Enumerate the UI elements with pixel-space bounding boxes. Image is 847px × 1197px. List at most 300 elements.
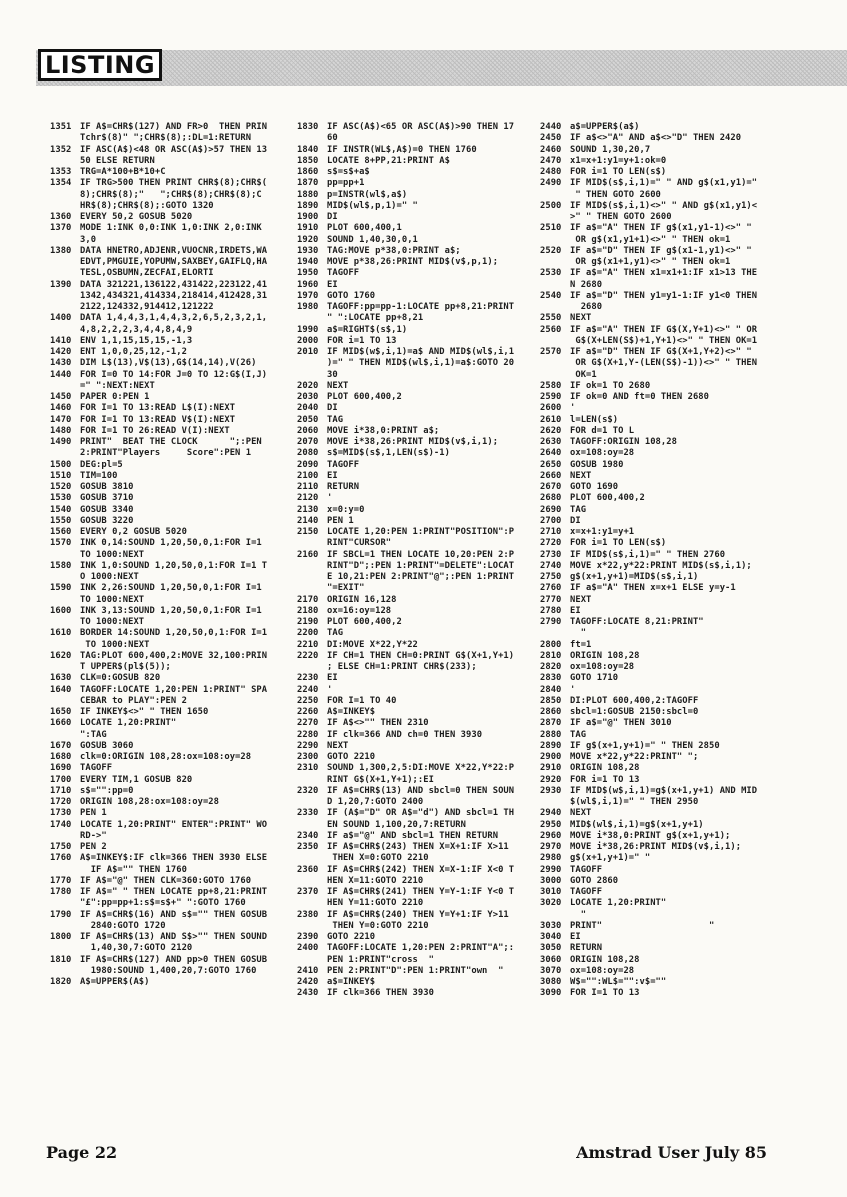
code-line [50,550,295,561]
code-text: LOCATE 8+PP,21:PRINT A$ [327,155,450,166]
code-text: pp=pp+1 [327,178,365,189]
line-number: 1520 [50,482,72,492]
code-text: IF a$="D" THEN y1=y1-1:IF y1<0 THEN [570,290,758,301]
line-number: 1351 [50,122,72,132]
line-number: 2810 [540,650,562,661]
code-line [50,471,295,482]
line-number: 2960 [540,830,562,841]
code-text: EDVT,PMGUIE,YOPUMW,SAXBEY,GAIFLQ,HA [80,257,268,267]
code-line [50,673,295,684]
code-text: a$=RIGHT$(s$,1) [327,324,408,335]
line-number: 2090 [297,459,319,470]
line-number: 2350 [297,842,319,852]
code-text: EI [327,673,338,684]
code-line [50,516,295,527]
code-text: TO 1000:NEXT [80,594,145,605]
code-text: EVERY TIM,1 GOSUB 820 [80,774,193,785]
code-line [50,358,295,369]
line-number [297,133,327,144]
code-text: TAG:MOVE p*38,0:PRINT a$; [327,245,461,256]
code-text: TESL,OSBUMN,ZECFAI,ELORTI [80,268,214,279]
code-line [297,820,542,831]
code-line [540,347,785,358]
line-number: 2470 [540,155,562,166]
line-number [50,898,80,909]
code-text: TAGOFF [327,459,360,470]
line-number: 1540 [50,504,72,515]
code-line [297,471,542,482]
code-text: IF MID$(s$,i,1)=" " THEN 2760 [570,549,726,560]
line-number: 1400 [50,313,72,324]
code-line [297,358,542,369]
code-text: N 2680 [570,279,603,290]
code-line [50,853,295,864]
code-text: FOR I=1 TO 26:READ V(I):NEXT [80,425,230,436]
code-text: A$=INKEY$ [327,707,376,717]
code-line [297,268,542,279]
line-number [50,133,80,144]
code-text: ORIGIN 16,128 [327,594,397,605]
line-number: 1590 [50,583,72,594]
line-number: 1690 [50,763,72,774]
code-line [50,190,295,201]
line-number [540,628,570,639]
code-text: RETURN [327,482,360,492]
line-number [50,572,80,583]
line-number: 2610 [540,414,562,425]
line-number: 2920 [540,774,562,785]
code-line [50,302,295,313]
code-text: ORIGIN 108,28 [570,954,640,965]
code-line [50,212,295,223]
line-number: 1550 [50,515,72,526]
code-line [50,775,295,786]
code-text: IF a$="D" THEN IF G$(X+1,Y+2)<>" " [570,347,752,357]
code-line [50,977,295,988]
code-text: TAGOFF [570,887,603,897]
line-number: 1910 [297,223,319,234]
code-line [50,932,295,943]
code-line [540,876,785,887]
code-text: FOR I=0 TO 14:FOR J=0 TO 12:G$(I,J) [80,369,268,380]
code-text: IF A$="@" THEN CLK=360:GOTO 1760 [80,875,252,886]
code-text: IF a$="A" THEN x1=x1+1:IF x1>13 THE [570,268,758,279]
code-text: MID$(wl$,i,1)=g$(x+1,y+1) [570,819,704,830]
code-text: GOSUB 3710 [80,493,134,504]
code-line [297,673,542,684]
code-line [297,257,542,268]
line-number: 1500 [50,459,72,470]
code-text: MOVE i*38,26:PRINT MID$(v$,i,1); [570,842,742,852]
code-text: PEN 1 [80,808,107,819]
code-line [540,898,785,909]
code-text: MOVE i*38,26:PRINT MID$(v$,i,1); [327,437,499,447]
line-number [50,325,80,336]
line-number: 1570 [50,538,72,549]
code-text: clk=0:ORIGIN 108,28:ox=108:oy=28 [80,752,252,762]
code-line [540,752,785,763]
code-line [297,943,542,954]
code-text: TAG [327,628,344,639]
code-text: W$="":WL$="":v$="" [570,977,667,987]
code-text: IF MID$(w$,i,1)=a$ AND MID$(wl$,i,1 [327,347,515,357]
code-line [540,167,785,178]
code-line [540,662,785,673]
code-text: FOR d=1 TO L [570,425,635,436]
code-text: THEN X=0:GOTO 2210 [327,853,429,864]
line-number: 1370 [50,223,72,234]
line-number: 1352 [50,144,72,155]
line-number: 1510 [50,470,72,481]
line-number [540,336,570,347]
code-text: FOR i=1 TO 13 [570,774,640,785]
code-line [297,651,542,662]
code-text: IF INKEY$<>" " THEN 1650 [80,707,209,717]
line-number: 2150 [297,527,319,537]
code-text: G$(X+LEN(S$)+1,Y+1)<>" " THEN OK=1 [570,335,758,346]
line-number: 2570 [540,347,562,357]
code-text: PRINT" " [570,920,715,931]
line-number: 2320 [297,785,319,796]
code-text: 60 [327,133,338,144]
line-number: 2410 [297,965,319,976]
code-text: DI [570,515,581,526]
code-line [540,673,785,684]
code-line [297,955,542,966]
line-number: 2170 [297,594,319,605]
line-number [50,302,80,313]
code-line [540,718,785,729]
line-number: 1720 [50,797,72,807]
code-text: EVERY 50,2 GOSUB 5020 [80,212,193,222]
line-number: 3090 [540,988,562,999]
code-line [540,561,785,572]
code-text: ox=16:oy=128 [327,605,392,616]
code-text: T UPPER$(pl$(5)); [80,662,171,672]
code-text: g$(x+1,y+1)=MID$(s$,i,1) [570,572,699,582]
code-line [50,730,295,741]
line-number: 1820 [50,977,72,987]
line-number: 2720 [540,538,562,549]
line-number: 1770 [50,875,72,886]
code-text: EI [570,605,581,616]
line-number: 1620 [50,650,72,661]
line-number: 2880 [540,729,562,740]
line-number [297,775,327,786]
code-line [540,336,785,347]
line-number: 1880 [297,189,319,200]
code-text: a$=UPPER$(a$) [570,122,640,132]
code-line [50,583,295,594]
line-number: 1430 [50,358,72,369]
line-number: 1900 [297,212,319,222]
line-number: 1470 [50,414,72,425]
line-number [50,235,80,246]
code-text: HR$(8);CHR$(8);:GOTO 1320 [80,200,214,211]
code-line [50,268,295,279]
line-number: 2830 [540,673,562,684]
code-text: NEXT [570,470,592,481]
code-text: INK 2,26:SOUND 1,20,50,0,1:FOR I=1 [80,583,262,594]
code-line [297,156,542,167]
line-number [50,662,80,673]
line-number [50,617,80,628]
code-line [297,977,542,988]
line-number: 2460 [540,144,562,155]
code-text: DEG:pl=5 [80,459,123,470]
code-text: DIM L$(13),V$(13),G$(14,14),V(26) [80,358,257,369]
code-line [297,910,542,921]
code-line [50,572,295,583]
code-line [50,561,295,572]
code-text: MOVE i*38,0:PRINT a$; [327,425,440,436]
code-text: IF MID$(s$,i,1)<>" " AND g$(x1,y1)< [570,200,758,211]
code-text: ' [570,684,576,695]
line-number: 2430 [297,988,319,999]
code-text: PLOT 600,400,2 [327,392,402,402]
code-text: IF ASC(A$)<65 OR ASC(A$)>90 THEN 17 [327,122,515,132]
code-line [50,887,295,898]
code-text: ox=108:oy=28 [570,965,635,976]
code-line [297,437,542,448]
line-number: 1710 [50,785,72,796]
line-number [297,797,327,808]
listing-title: LISTING [44,51,156,79]
code-line [540,887,785,898]
code-line [297,280,542,291]
code-text: TAG [570,729,587,740]
code-text: TAGOFF:ORIGIN 108,28 [570,437,677,447]
line-number: 2490 [540,178,562,189]
code-text: LOCATE 1,20:PEN 1:PRINT"POSITION":P [327,527,515,537]
code-line [50,595,295,606]
code-text: OR g$(x1,y1+1)<>" " THEN ok=1 [570,234,731,245]
code-line [540,775,785,786]
code-line [540,606,785,617]
code-text: PLOT 600,400,2 [570,493,645,504]
code-text: CLK=0:GOSUB 820 [80,673,161,684]
line-number [50,595,80,606]
code-line [297,482,542,493]
code-text: TAGOFF:LOCATE 1,20:PEN 2:PRINT"A";: [327,943,515,954]
line-number: 3070 [540,965,562,976]
line-number [297,358,327,369]
code-text: TAGOFF:LOCATE 1,20:PEN 1:PRINT" SPA [80,684,268,695]
code-line [540,516,785,527]
line-number: 2820 [540,662,562,672]
code-line [540,831,785,842]
line-number: 1420 [50,347,72,357]
line-number [50,696,80,707]
code-text: IF A$=CHR$(127) AND FR>0 THEN PRIN [80,122,268,132]
code-line [50,448,295,459]
code-text: IF a$="A" THEN IF g$(x1,y1-1)<>" " [570,223,752,234]
code-line [297,235,542,246]
line-number: 2850 [540,695,562,706]
line-number [540,797,570,808]
line-number: 1640 [50,684,72,695]
code-text: Tchr$(8)" ";CHR$(8);:DL=1:RETURN [80,133,252,144]
line-number: 1840 [297,144,319,155]
line-number: 2140 [297,515,319,526]
line-number: 1630 [50,673,72,684]
listing-column-2 [297,122,542,1127]
code-line [540,932,785,943]
line-number: 1480 [50,425,72,436]
code-line [50,527,295,538]
line-number [50,291,80,302]
listing-column-1 [50,122,295,1127]
code-text: s$="":pp=0 [80,785,134,796]
line-number: 2200 [297,628,319,639]
line-number [50,966,80,977]
code-line [540,415,785,426]
code-text: IF A$=CHR$(242) THEN X=X-1:IF X<0 T [327,864,515,875]
line-number: 1354 [50,178,72,189]
line-number: 2000 [297,335,319,346]
line-number: 2990 [540,864,562,875]
code-text: TAG:PLOT 600,400,2:MOVE 32,100:PRIN [80,650,268,661]
code-text: s$=MID$(s$,1,LEN(s$)-1) [327,448,450,459]
line-number: 2540 [540,290,562,301]
code-text: RINT"CURSOR" [327,538,392,549]
line-number: 1530 [50,493,72,504]
code-text: " THEN GOTO 2600 [570,189,661,200]
code-line [297,628,542,639]
code-line [540,212,785,223]
code-line [297,145,542,156]
code-text: DI:PLOT 600,400,2:TAGOFF [570,695,699,706]
code-text: 2122,124332,914412,121222 [80,302,214,312]
line-number: 2030 [297,392,319,402]
code-text: TO 1000:NEXT [80,617,145,627]
line-number: 1890 [297,200,319,211]
code-line [540,617,785,628]
code-line [297,561,542,572]
code-line [50,651,295,662]
code-line [297,291,542,302]
line-number: 2510 [540,223,562,234]
code-text: MOVE x*22,y*22:PRINT" "; [570,752,699,762]
code-line [540,426,785,437]
code-line [297,325,542,336]
code-line [297,831,542,842]
code-line [50,842,295,853]
code-text: INK 1,0:SOUND 1,20,50,0,1:FOR I=1 T [80,560,268,571]
line-number: 1750 [50,842,72,852]
line-number: 1950 [297,268,319,279]
code-line [540,223,785,234]
line-number: 2190 [297,617,319,627]
code-line [297,887,542,898]
line-number: 2330 [297,808,319,819]
code-line [297,921,542,932]
code-line [297,415,542,426]
code-text: PLOT 600,400,1 [327,223,402,234]
code-text: 4,8,2,2,2,3,4,4,8,4,9 [80,324,193,335]
code-text: TAG [570,504,587,515]
line-number: 1810 [50,954,72,965]
code-line [540,291,785,302]
line-number: 1670 [50,740,72,751]
code-line [50,403,295,414]
line-number [50,730,80,741]
line-number: 1360 [50,212,72,222]
code-text: FOR i=1 TO LEN(s$) [570,167,667,177]
code-text: PAPER 0:PEN 1 [80,392,150,402]
line-number [297,313,327,324]
code-text: ORIGIN 108,28 [570,650,640,661]
code-line [297,898,542,909]
code-line [540,235,785,246]
code-text: s$=s$+a$ [327,167,370,177]
line-number [297,370,327,381]
code-text: IF a$="@" THEN 3010 [570,718,672,729]
code-text: FOR I=1 TO 13:READ L$(I):NEXT [80,403,236,414]
line-number: 1700 [50,774,72,785]
code-line [50,505,295,516]
code-line [297,763,542,774]
code-text: TAGOFF [80,763,113,774]
code-text: ' [327,684,333,695]
line-number [50,448,80,459]
code-line [50,741,295,752]
line-number: 2480 [540,167,562,177]
code-text: PRINT" BEAT THE CLOCK ";:PEN [80,437,262,447]
code-text: DI:MOVE X*22,Y*22 [327,639,418,650]
line-number: 2500 [540,200,562,211]
line-number: 2650 [540,459,562,470]
code-line [297,786,542,797]
code-line [540,651,785,662]
code-text: GOTO 1690 [570,482,619,492]
code-text: IF MID$(s$,i,1)=" " AND g$(x1,y1)=" [570,178,758,189]
code-text: >" " THEN GOTO 2600 [570,212,672,222]
line-number: 1660 [50,718,72,729]
code-text: =" ":NEXT:NEXT [80,380,155,391]
code-line [50,662,295,673]
line-number: 2240 [297,684,319,695]
code-text: HEN Y=11:GOTO 2210 [327,898,424,909]
code-line [540,842,785,853]
code-line [297,347,542,358]
code-line [540,966,785,977]
code-line [540,685,785,696]
code-text: TRG=A*100+B*10+C [80,167,166,177]
line-number: 1730 [50,808,72,819]
code-text: " [570,628,587,639]
code-text: OR G$(X+1,Y-(LEN(S$)-1))<>" " THEN [570,358,758,369]
code-text: FOR I=1 TO 13 [570,988,640,999]
line-number: 1830 [297,122,319,132]
code-line [50,257,295,268]
code-text: )=" " THEN MID$(wl$,i,1)=a$:GOTO 20 [327,358,515,369]
line-number: 2940 [540,808,562,819]
line-number: 2890 [540,740,562,751]
code-text: "=EXIT" [327,583,365,594]
code-text: ORIGIN 108,28 [570,763,640,774]
line-number: 2400 [297,943,319,954]
code-line [297,246,542,257]
line-number: 3040 [540,932,562,942]
line-number: 2740 [540,560,562,571]
code-line [50,201,295,212]
code-text: LOCATE 1,20:PRINT" ENTER":PRINT" WO [80,819,268,830]
line-number [540,257,570,268]
code-text: RETURN [570,943,603,954]
line-number: 2250 [297,695,319,706]
line-number: 2640 [540,448,562,459]
